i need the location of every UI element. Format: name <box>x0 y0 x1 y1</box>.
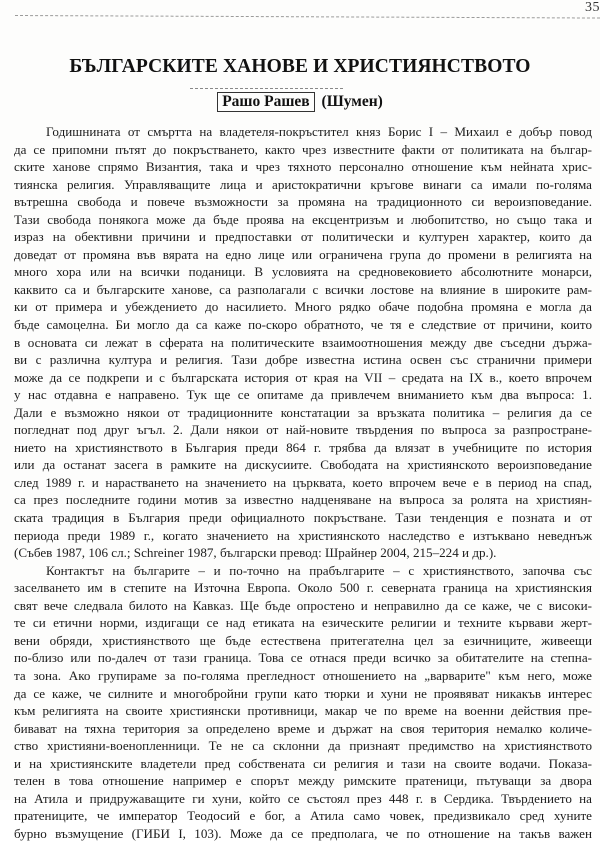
author-byline <box>0 92 600 112</box>
text-line: заселването им в степите на Източна Европа. Около 500 г. северната граница на християнския <box>14 580 592 596</box>
text-line: след 1989 г. и нарастването на значението на църквата, което впрочем вече е в период на спад, <box>14 474 592 490</box>
text-line: тиянска религия. Управляващите лица и аристократични кръгове винаги са имали по-голяма <box>14 176 592 192</box>
text-line: та зона. Ако групираме за по-голяма прегледност отношението на „варварите" към него, може <box>14 667 592 683</box>
text-line: бивават на тяхна територия за определено време и държат на своя територия немалко количе- <box>14 720 592 736</box>
text-line: ки от примера и убеждението до насилието. Много рядко обаче подобна промяна е могла да <box>14 299 592 315</box>
text-line: по-близо или по-далеч от тази граница. Това се отнася преди всичко за обитателите на степна- <box>14 650 592 666</box>
author-city: (Шумен) <box>321 93 383 110</box>
text-line: бурно възмущение (ГИБИ I, 103). Може да се предполага, че по отношение на такъв важен <box>14 825 592 841</box>
text-line: бъде самоцелна. Би могло да са каже по-скоро обратното, че тя е следствие от причини, които <box>14 317 592 333</box>
text-line: погледнат под друг ъгъл. 2. Дали някои от най-новите твърдения по въпроса за разпростране- <box>14 422 592 438</box>
text-line: Дали е възможно някои от традиционните констатации за връзката политика – религия да се <box>14 404 592 420</box>
text-line: вени обряди, християнството ще бъде естествена притегателна цел за езичниците, живеещи <box>14 632 592 648</box>
author-name: Рашо Рашев <box>217 92 314 112</box>
text-line: са през последните години мотив за известно надценяване на въпроса за ролята на християн- <box>14 492 592 508</box>
text-line: ската традиция в България преди официалното покръстване. Тази тенденция е позната и от <box>14 510 592 526</box>
text-line: да се припомни пътят до покръстването, както чрез известните факти от политиката на българ- <box>14 141 592 157</box>
text-line: каквито са и българските ханове, са разполагали с всички лостове на влияние в широките рам- <box>14 281 592 297</box>
text-line: или да останат засега в рамките на дискусиите. Свободата на християнското вероизповедание <box>14 457 592 473</box>
text-line: ви с различна култура и религия. Тази добре известна истина освен със странични примери <box>14 352 592 368</box>
text-line: у нас отдавна е направено. Тук ще се опитаме да привлечем вниманието към два въпроса: 1. <box>14 387 592 403</box>
text-line: свят вече следвала билото на Кавказ. Ще бъде опростено и неправилно да се каже, че с високи- <box>14 597 592 613</box>
paragraph-1 <box>14 123 592 562</box>
text-line: телен в това отношение например е спорът между римските пратеници, пътуващи за двора <box>14 773 592 789</box>
text-line: Контактът на българите – и по-точно на прабългарите – с християнството, започва със <box>46 562 592 578</box>
text-line: Тази свобода понякога може да бъде проява на ексцентризъм и любопитство, но също така и <box>14 211 592 227</box>
author-rule <box>190 88 343 89</box>
text-line: да се каже, че силните и многобройни групи като тюрки и хуни не проявяват никакъв интерес <box>14 685 592 701</box>
text-line: доведат от промяна във вярата на едно лице или ограничена група до промени в религията на <box>14 246 592 262</box>
text-line: периода преди 1989 г., когато значението на християнското наследство е изтъквано неведнъж <box>14 527 592 543</box>
text-line: и на християнските владетели пред собствената си религия и тази на своите водачи. Показа- <box>14 755 592 771</box>
header-rule <box>15 15 600 19</box>
article-title: БЪЛГАРСКИТЕ ХАНОВЕ И ХРИСТИЯНСТВОТО <box>69 56 531 77</box>
text-line: пратениците, че император Теодосий е бог, а Атила само човек, предизвикало сред хуните <box>14 808 592 824</box>
text-line: вътрешна свобода и повече възможности за промяна на традиционното си вероизповедание. <box>14 194 592 210</box>
text-line: в основата си лежат в сферата на политическите взаимоотношения между две съседни държа- <box>14 334 592 350</box>
article-body <box>14 123 592 842</box>
text-line: на Атила и придружаващите ги хуни, който се състоял през 448 г. в Сердика. Твърдението на <box>14 790 592 806</box>
page-number: 35 <box>585 0 600 15</box>
text-line: може да се подкрепи и с българската история от края на VII – средата на IX в., което впрочем <box>14 369 592 385</box>
text-line: те си етични норми, издигащи се над етиката на езическите религии и техните кървави жерт- <box>14 615 592 631</box>
text-line: израз на обективни причини и предпоставки от политически и културен характер, които да <box>14 229 592 245</box>
text-line: ство християни-военопленници. Те не са склонни да признаят предимство на християнството <box>14 738 592 754</box>
text-line: Годишнината от смъртта на владетеля-покръстител княз Борис I – Михаил е добър повод <box>46 124 592 139</box>
text-line: много хора или на всички поданици. В условията на средновековието абсолютните монарси, <box>14 264 592 280</box>
text-line: към религията на своите християнски противници, макар че по време на военни действия пре- <box>14 703 592 719</box>
text-line: (Събев 1987, 106 сл.; Schreiner 1987, български превод: Шрайнер 2004, 215–224 и др.). <box>14 545 497 561</box>
text-line: нието на християнството в България преди 864 г. трябва да влязат в учебниците по история <box>14 439 592 455</box>
text-line: ските ханове спрямо Византия, така и чрез тяхното персонално отношение към нейната хрис- <box>14 159 592 175</box>
